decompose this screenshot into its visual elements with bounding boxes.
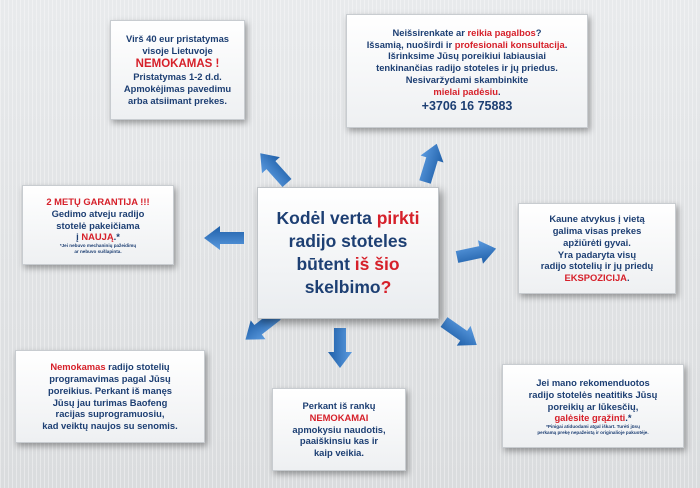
box-warranty: 2 METŲ GARANTIJA !!! Gedimo atveju radijo stotelė pakeičiama į NAUJĄ.* *Jei nebuvo mechaninių pažeidimų ar nebuvo sušlapinta. bbox=[22, 185, 174, 265]
phone-number: +3706 16 75883 bbox=[421, 99, 513, 114]
arrow-to-showroom bbox=[455, 237, 499, 269]
box-training: Perkant iš rankų NEMOKAMAI apmokysiu naudotis, paaiškinsiu kas ir kaip veikia. bbox=[272, 388, 406, 471]
arrow-to-training bbox=[328, 328, 352, 368]
arrow-to-delivery bbox=[251, 145, 296, 191]
arrow-to-consult bbox=[414, 140, 449, 185]
box-showroom: Kaune atvykus į vietą galima visas prekes apžiūrėti gyvai. Yra padaryta visų radijo stotelių ir jų priedų EKSPOZICIJA. bbox=[518, 203, 676, 294]
box-programming: Nemokamas radijo stotelių programavimas pagal Jūsų poreikius. Perkant iš manęs Jūsų jau turimas Baofeng racijas suprogramuosiu, kad veiktų naujos su senomis. bbox=[15, 350, 205, 443]
arrow-to-warranty bbox=[204, 226, 244, 250]
box-consultation: Neišsirenkate ar reikia pagalbos? Išsamią, nuoširdi ir profesionali konsultacija. Išrinksime Jūsų poreikiui labiausiai tenkinančias radijo stoteles ir jų priedus. Nesivaržydami skambinkite mielai padėsiu. +3706 16 75883 bbox=[346, 14, 588, 128]
central-question: Kodėl verta pirkti radijo stoteles būtent iš šio skelbimo? bbox=[257, 187, 439, 319]
box-free-delivery: Virš 40 eur pristatymas visoje Lietuvoje NEMOKAMAS ! Pristatymas 1-2 d.d. Apmokėjimas pavedimu arba atsiimant prekes. bbox=[110, 20, 245, 120]
arrow-to-return bbox=[437, 312, 484, 355]
box-return: Jei mano rekomenduotos radijo stotelės neatitiks Jūsų poreikių ar lūkesčių, galėsite grąžinti.* *Pinigai atiduodami atgal iškart. Turėti jūsų perkamą prekę nepažeistą ir originalioje pakuotėje. bbox=[502, 364, 684, 448]
